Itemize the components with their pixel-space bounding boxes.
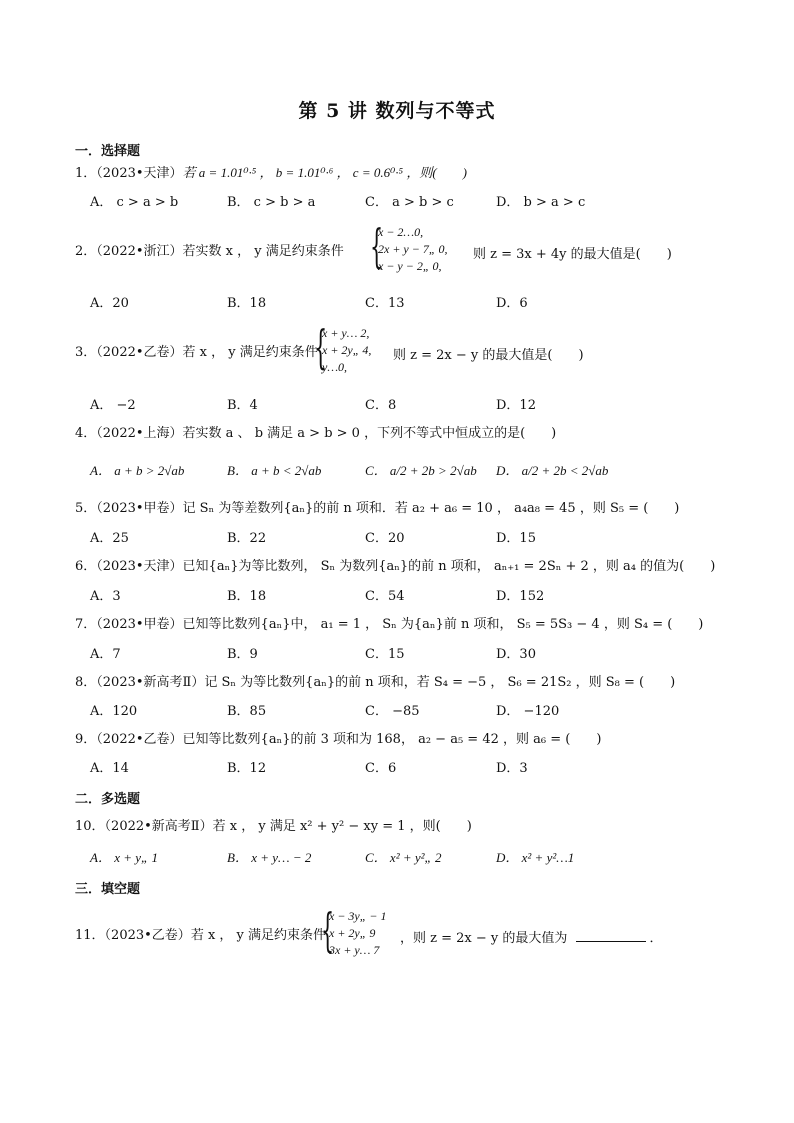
constraint-row: x − y − 2„ 0, bbox=[378, 259, 442, 273]
option-a: A． a + b > 2√ab bbox=[90, 463, 185, 478]
question-8-options bbox=[90, 703, 730, 721]
option-d: D．6 bbox=[496, 296, 528, 311]
option-d: D． a/2 + 2b < 2√ab bbox=[496, 463, 609, 478]
option-a: A． x + y„ 1 bbox=[90, 850, 158, 865]
question-stem-continuation: 则 z = 3x + 4y 的最大值是( ) bbox=[473, 247, 672, 262]
option-b: B．4 bbox=[227, 398, 258, 413]
page-title: 第 5 讲 数列与不等式 bbox=[298, 100, 496, 122]
option-c: C． a > b > c bbox=[365, 195, 454, 210]
option-c: C．6 bbox=[365, 761, 397, 776]
option-c: C．13 bbox=[365, 296, 405, 311]
question-number: 1． bbox=[75, 166, 97, 181]
constraint-row: 2x + y − 7„ 0, bbox=[378, 242, 448, 256]
section-heading-fill-in: 三．填空题 bbox=[75, 882, 141, 897]
constraint-row: y…0, bbox=[322, 360, 347, 374]
question-5-options bbox=[90, 530, 730, 548]
question-stem: 若实数 x ， y 满足约束条件 bbox=[182, 244, 344, 259]
option-a: A．20 bbox=[90, 296, 129, 311]
constraint-row: 3x + y… 7 bbox=[329, 943, 380, 957]
question-6 bbox=[75, 558, 715, 576]
question-6-options bbox=[90, 588, 730, 606]
option-c: C．20 bbox=[365, 531, 405, 546]
option-d: D．15 bbox=[496, 531, 536, 546]
question-number: 4． bbox=[75, 426, 97, 441]
option-b: B． x + y… − 2 bbox=[227, 850, 312, 865]
option-a: A．3 bbox=[90, 589, 121, 604]
option-b: B．22 bbox=[227, 531, 267, 546]
question-stem: 已知等比数列{aₙ}的前 3 项和为 168， a₂ − a₅ = 42 ，则 a₆ = ( ) bbox=[182, 732, 602, 747]
option-c: C． −85 bbox=[365, 704, 420, 719]
question-source: （2022•乙卷） bbox=[96, 732, 183, 747]
option-a: A．14 bbox=[90, 761, 129, 776]
option-d: D． x² + y²…1 bbox=[496, 850, 575, 865]
constraint-system bbox=[314, 320, 372, 376]
question-number: 11． bbox=[75, 928, 105, 943]
question-stem: 若 x ， y 满足约束条件 bbox=[182, 345, 318, 360]
question-7-options bbox=[90, 646, 730, 664]
question-4-options bbox=[90, 462, 730, 480]
option-b: B．9 bbox=[227, 647, 258, 662]
question-8 bbox=[75, 674, 675, 692]
question-source: （2022•上海） bbox=[96, 426, 183, 441]
option-a: A． c > a > b bbox=[90, 195, 179, 210]
question-source: （2023•天津） bbox=[96, 166, 183, 181]
question-stem: 记 Sₙ 为等比数列{aₙ}的前 n 项和，若 S₄ = −5 ， S₆ = 21S₂ ，则 S₈ = ( ) bbox=[204, 675, 676, 690]
question-7 bbox=[75, 616, 703, 634]
option-b: B． a + b < 2√ab bbox=[227, 463, 322, 478]
option-d: D． b > a > c bbox=[496, 195, 586, 210]
question-1 bbox=[75, 164, 467, 183]
option-c: C．54 bbox=[365, 589, 405, 604]
answer-blank[interactable] bbox=[576, 929, 646, 942]
option-b: B．18 bbox=[227, 296, 267, 311]
question-2-options bbox=[90, 295, 730, 313]
option-b: B． c > b > a bbox=[227, 195, 316, 210]
constraint-row: x + 2y„ 4, bbox=[322, 343, 372, 357]
option-c: C．8 bbox=[365, 398, 397, 413]
question-stem: 若 a = 1.01⁰·⁵ ， b = 1.01⁰·⁶ ， c = 0.6⁰·⁵ ，则( ) bbox=[182, 165, 467, 180]
constraint-row: x + y… 2, bbox=[322, 326, 370, 340]
question-number: 9． bbox=[75, 732, 97, 747]
question-number: 6． bbox=[75, 559, 97, 574]
question-source: （2023•乙卷） bbox=[104, 928, 191, 943]
question-stem-continuation: 则 z = 2x − y 的最大值是( ) bbox=[393, 348, 584, 363]
question-5 bbox=[75, 500, 679, 518]
question-source: （2022•浙江） bbox=[96, 244, 183, 259]
question-4 bbox=[75, 425, 556, 443]
question-stem-continuation bbox=[400, 927, 663, 946]
constraint-row: x − 2…0, bbox=[378, 225, 424, 239]
section-heading-single-choice: 一．选择题 bbox=[75, 144, 141, 159]
question-9-options bbox=[90, 760, 730, 778]
question-stem: 记 Sₙ 为等差数列{aₙ}的前 n 项和．若 a₂ + a₆ = 10 ， a₄a₈ = 45 ，则 S₅ = ( ) bbox=[182, 501, 680, 516]
option-d: D．3 bbox=[496, 761, 528, 776]
question-source: （2023•甲卷） bbox=[96, 617, 183, 632]
option-a: A．25 bbox=[90, 531, 129, 546]
option-b: B．85 bbox=[227, 704, 267, 719]
option-d: D．152 bbox=[496, 589, 545, 604]
constraint-system bbox=[370, 219, 448, 275]
question-stem: 若 x ， y 满足约束条件 bbox=[190, 928, 327, 943]
question-stem: 若 x ， y 满足 x² + y² − xy = 1 ，则( ) bbox=[212, 819, 472, 834]
question-stem: 已知等比数列{aₙ}中， a₁ = 1 ， Sₙ 为{aₙ}前 n 项和， S₅ = 5S₃ − 4 ，则 S₄ = ( ) bbox=[182, 617, 704, 632]
left-brace-icon: { bbox=[321, 903, 335, 957]
question-9 bbox=[75, 731, 601, 749]
question-1-options bbox=[90, 194, 730, 212]
option-c: C．15 bbox=[365, 647, 405, 662]
option-c: C． a/2 + 2b > 2√ab bbox=[365, 463, 477, 478]
option-d: D．30 bbox=[496, 647, 536, 662]
option-d: D． −120 bbox=[496, 704, 560, 719]
option-a: A． −2 bbox=[90, 398, 136, 413]
option-b: B．18 bbox=[227, 589, 267, 604]
question-3 bbox=[75, 344, 318, 362]
question-3-options bbox=[90, 397, 730, 415]
question-end-mark: ． bbox=[649, 931, 663, 946]
question-number: 7． bbox=[75, 617, 97, 632]
option-d: D．12 bbox=[496, 398, 536, 413]
question-2 bbox=[75, 243, 344, 261]
left-brace-icon: { bbox=[314, 320, 328, 374]
question-number: 3． bbox=[75, 345, 97, 360]
option-b: B．12 bbox=[227, 761, 267, 776]
question-11 bbox=[75, 927, 326, 945]
question-10 bbox=[75, 818, 472, 836]
question-source: （2022•新高考Ⅱ） bbox=[104, 819, 213, 834]
question-number: 2． bbox=[75, 244, 97, 259]
question-stem: 若实数 a 、 b 满足 a > b > 0 ，下列不等式中恒成立的是( ) bbox=[182, 426, 557, 441]
constraint-row: x − 3y„ − 1 bbox=[329, 909, 387, 923]
constraint-row: x + 2y„ 9 bbox=[329, 926, 376, 940]
left-brace-icon: { bbox=[370, 219, 384, 273]
section-heading-multiple-choice: 二．多选题 bbox=[75, 792, 141, 807]
question-source: （2022•乙卷） bbox=[96, 345, 183, 360]
option-c: C． x² + y²„ 2 bbox=[365, 850, 442, 865]
question-number: 5． bbox=[75, 501, 97, 516]
option-a: A．7 bbox=[90, 647, 121, 662]
question-stem-text: ，则 z = 2x − y 的最大值为 bbox=[400, 931, 568, 946]
question-number: 10． bbox=[75, 819, 105, 834]
question-10-options bbox=[90, 849, 730, 867]
question-number: 8． bbox=[75, 675, 97, 690]
question-source: （2023•新高考Ⅱ） bbox=[96, 675, 205, 690]
option-a: A．120 bbox=[90, 704, 138, 719]
question-source: （2023•甲卷） bbox=[96, 501, 183, 516]
question-stem: 已知{aₙ}为等比数列， Sₙ 为数列{aₙ}的前 n 项和， aₙ₊₁ = 2Sₙ + 2 ，则 a₄ 的值为( ) bbox=[182, 559, 716, 574]
question-source: （2023•天津） bbox=[96, 559, 183, 574]
constraint-system bbox=[321, 903, 387, 959]
